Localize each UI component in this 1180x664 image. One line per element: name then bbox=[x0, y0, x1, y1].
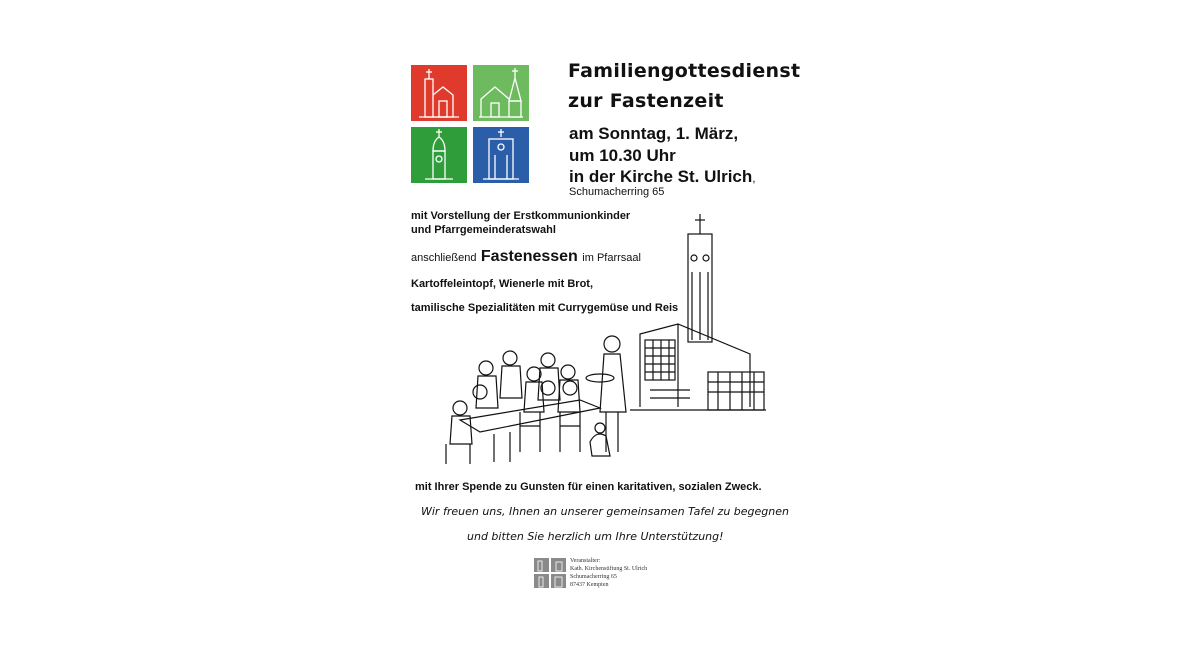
event-location bbox=[569, 167, 756, 187]
footer-line-1: Veranstalter: bbox=[570, 558, 601, 564]
event-date: am Sonntag, 1. März, bbox=[569, 124, 739, 143]
event-location-comma: , bbox=[752, 171, 756, 185]
event-address: Schumacherring 65 bbox=[569, 186, 665, 198]
event-title-line-1: Familiengottesdienst bbox=[568, 60, 801, 82]
footer-logo bbox=[534, 558, 566, 588]
meal-prefix: anschließend bbox=[411, 252, 477, 264]
meal-suffix: im Pfarrsaal bbox=[582, 252, 641, 264]
church-tiles-icon bbox=[411, 65, 531, 185]
donation-text: mit Ihrer Spende zu Gunsten für einen karitativen, sozialen Zweck. bbox=[415, 481, 762, 493]
meal-highlight: Fastenessen bbox=[480, 248, 578, 265]
footer-line-3: Schumacherring 65 bbox=[570, 574, 617, 580]
footer-line-2: Kath. Kirchenstiftung St. Ulrich bbox=[570, 566, 648, 572]
church-and-meal-illustration bbox=[440, 212, 770, 467]
event-location-name: in der Kirche St. Ulrich bbox=[569, 167, 753, 186]
menu-item-stew: Kartoffeleintopf bbox=[411, 278, 493, 290]
intro-line-2: und Pfarrgemeinderatswahl bbox=[411, 224, 556, 236]
footer-line-4: 87437 Kempten bbox=[570, 582, 609, 588]
footer-organizer bbox=[570, 557, 647, 589]
intro-line-1: mit Vorstellung der Erstkommunionkinder bbox=[411, 210, 631, 222]
footer-church-tiles-icon bbox=[534, 558, 566, 588]
illustration bbox=[440, 212, 770, 467]
menu-line-2: tamilische Spezialitäten mit Currygemüse und Reis bbox=[411, 302, 679, 314]
closing-line-1: Wir freuen uns, Ihnen an unserer gemeinsamen Tafel zu begegnen bbox=[421, 505, 789, 518]
event-title-line-2: zur Fastenzeit bbox=[568, 90, 724, 112]
event-time: um 10.30 Uhr bbox=[569, 146, 676, 165]
closing-line-2: und bitten Sie herzlich um Ihre Unterstützung! bbox=[467, 530, 724, 543]
menu-item-sausage: , Wienerle mit Brot, bbox=[492, 278, 594, 290]
parish-logo bbox=[411, 65, 531, 185]
